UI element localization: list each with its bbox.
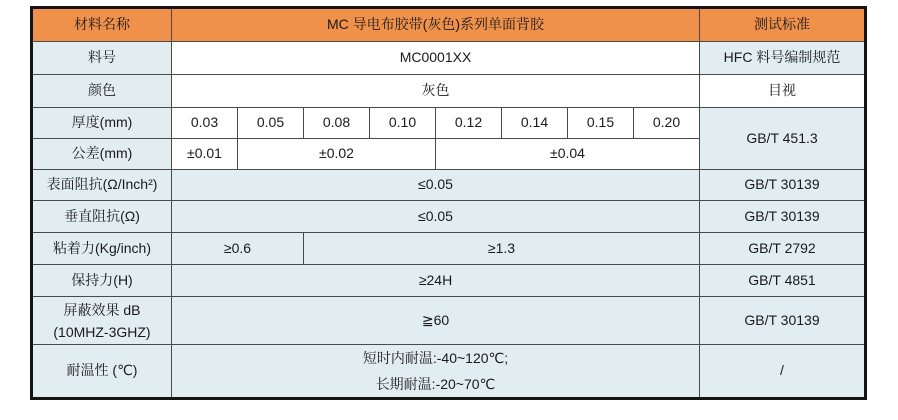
part-no-standard: HFC 料号编制规范	[700, 42, 866, 75]
thickness-standard: GB/T 451.3	[700, 108, 866, 170]
surface-resistance-row	[32, 170, 866, 201]
tolerance-value-1: ±0.02	[238, 139, 436, 170]
adhesion-label: 粘着力(Kg/inch)	[32, 233, 172, 265]
part-no-row	[32, 42, 866, 75]
shielding-standard: GB/T 30139	[700, 297, 866, 345]
material-spec-table	[30, 6, 867, 400]
vertical-resistance-value: ≤0.05	[172, 201, 700, 233]
thickness-value-1: 0.05	[238, 108, 304, 139]
surface-resistance-standard: GB/T 30139	[700, 170, 866, 201]
thickness-value-5: 0.14	[502, 108, 568, 139]
color-label: 颜色	[32, 75, 172, 108]
temperature-value-line2: 长期耐温:-20~70℃	[375, 376, 496, 392]
part-no-value: MC0001XX	[172, 42, 700, 75]
tolerance-value-2: ±0.04	[436, 139, 700, 170]
part-no-label: 料号	[32, 42, 172, 75]
adhesion-value-0: ≥0.6	[172, 233, 304, 265]
color-row	[32, 75, 866, 108]
thickness-value-4: 0.12	[436, 108, 502, 139]
header-product-title: MC 导电布胶带(灰色)系列单面背胶	[172, 8, 700, 42]
shielding-value: ≧60	[172, 297, 700, 345]
vertical-resistance-label: 垂直阻抗(Ω)	[32, 201, 172, 233]
thickness-label: 厚度(mm)	[32, 108, 172, 139]
thickness-value-7: 0.20	[634, 108, 700, 139]
vertical-resistance-row	[32, 201, 866, 233]
shielding-label-line1: 屏蔽效果 dB	[63, 301, 141, 318]
shielding-label-line2: (10MHZ-3GHZ)	[53, 323, 151, 340]
temperature-value-line1: 短时内耐温:-40~120℃;	[362, 350, 509, 366]
temperature-standard: /	[700, 345, 866, 399]
holding-power-label: 保持力(H)	[32, 265, 172, 297]
shielding-row	[32, 297, 866, 345]
adhesion-standard: GB/T 2792	[700, 233, 866, 265]
shielding-label	[32, 297, 172, 345]
header-row	[32, 8, 866, 42]
holding-power-row	[32, 265, 866, 297]
color-standard: 目视	[700, 75, 866, 108]
adhesion-value-1: ≥1.3	[304, 233, 700, 265]
color-value: 灰色	[172, 75, 700, 108]
surface-resistance-label: 表面阻抗(Ω/Inch²)	[32, 170, 172, 201]
temperature-row	[32, 345, 866, 399]
tolerance-label: 公差(mm)	[32, 139, 172, 170]
thickness-value-3: 0.10	[370, 108, 436, 139]
temperature-label: 耐温性 (℃)	[32, 345, 172, 399]
temperature-value	[172, 345, 700, 399]
header-material-name: 材料名称	[32, 8, 172, 42]
tolerance-value-0: ±0.01	[172, 139, 238, 170]
vertical-resistance-standard: GB/T 30139	[700, 201, 866, 233]
adhesion-row	[32, 233, 866, 265]
thickness-value-0: 0.03	[172, 108, 238, 139]
holding-power-value: ≥24H	[172, 265, 700, 297]
header-test-standard: 测试标准	[700, 8, 866, 42]
thickness-row	[32, 108, 866, 139]
thickness-value-6: 0.15	[568, 108, 634, 139]
thickness-value-2: 0.08	[304, 108, 370, 139]
surface-resistance-value: ≤0.05	[172, 170, 700, 201]
holding-power-standard: GB/T 4851	[700, 265, 866, 297]
